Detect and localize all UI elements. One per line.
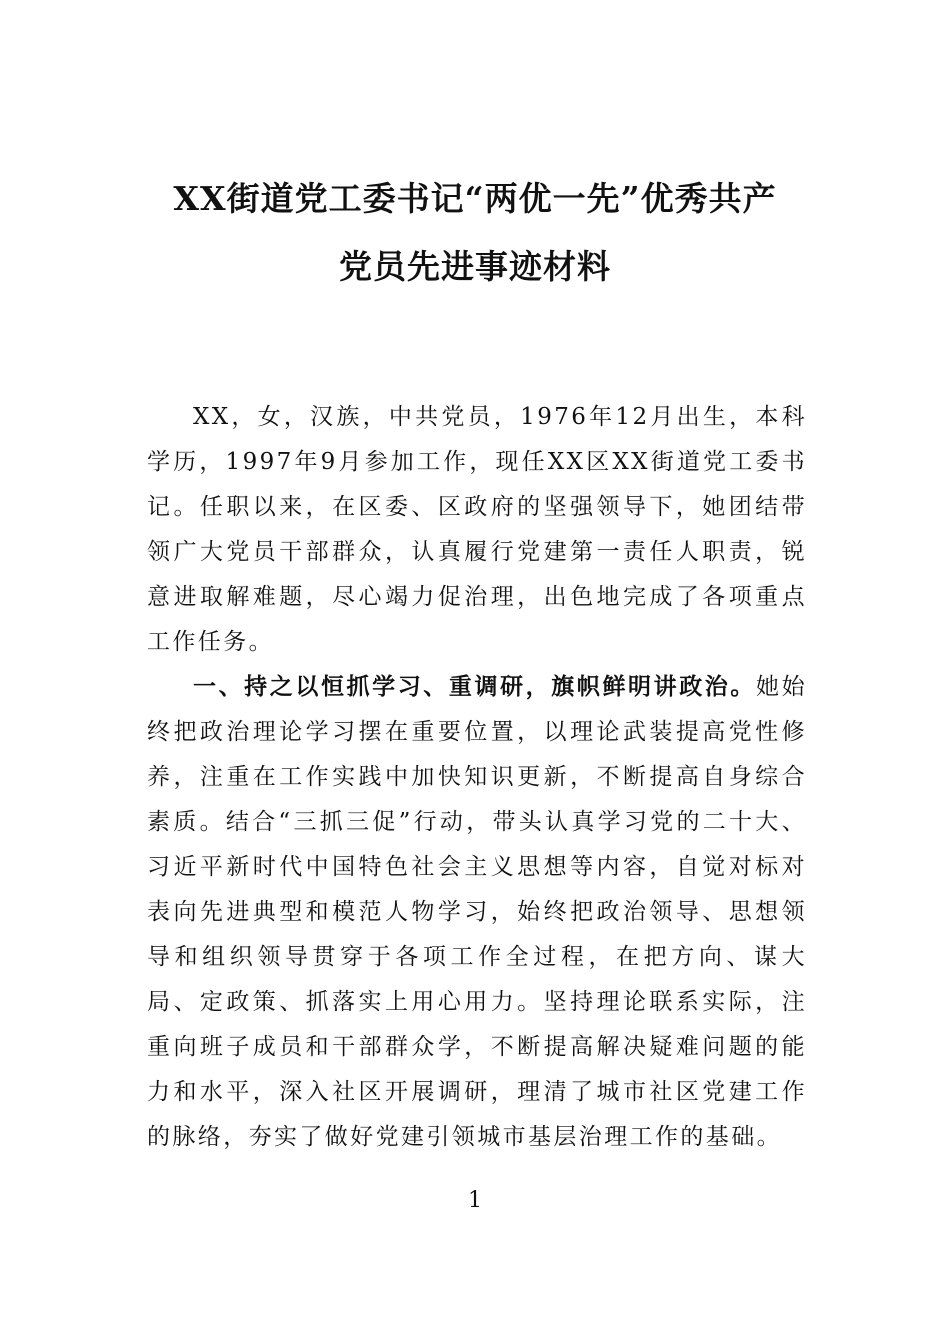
section-1-text: 她始终把政治理论学习摆在重要位置，以理论武装提高党性修养，注重在工作实践中加快知识更新，不断提高自身综合素质。结合“三抓三促”行动，带头认真学习党的二十大、习近平新时代中国特色社会主义思想等内容，自觉对标对表向先进典型和模范人物学习，始终把政治领导、思想领导和组织领导贯穿于各项工作全过程，在把方向、谋大局、定政策、抓落实上用心用力。坚持理论联系实际，注重向班子成员和干部群众学，不断提高解决疑难问题的能力和水平，深入社区开展调研，理清了城市社区党建工作的脉络，夯实了做好党建引领城市基层治理工作的基础。 <box>147 674 807 1150</box>
document-body <box>147 395 807 1160</box>
document-title <box>120 165 830 301</box>
paragraph-intro-text: XX，女，汉族，中共党员，1976年12月出生，本科学历，1997年9月参加工作，现任XX区XX街道党工委书记。任职以来，在区委、区政府的坚强领导下，她团结带领广大党员干部群众，认真履行党建第一责任人职责，锐意进取解难题，尽心竭力促治理，出色地完成了各项重点工作任务。 <box>147 404 807 655</box>
title-line-2: 党员先进事迹材料 <box>339 247 611 286</box>
paragraph-intro <box>147 395 807 665</box>
page-number: 1 <box>468 1188 482 1213</box>
title-line-1: XX街道党工委书记“两优一先”优秀共产 <box>173 179 777 218</box>
paragraph-section-1 <box>147 665 807 1160</box>
section-1-heading: 一、持之以恒抓学习、重调研，旗帜鲜明讲政治。 <box>193 674 756 700</box>
